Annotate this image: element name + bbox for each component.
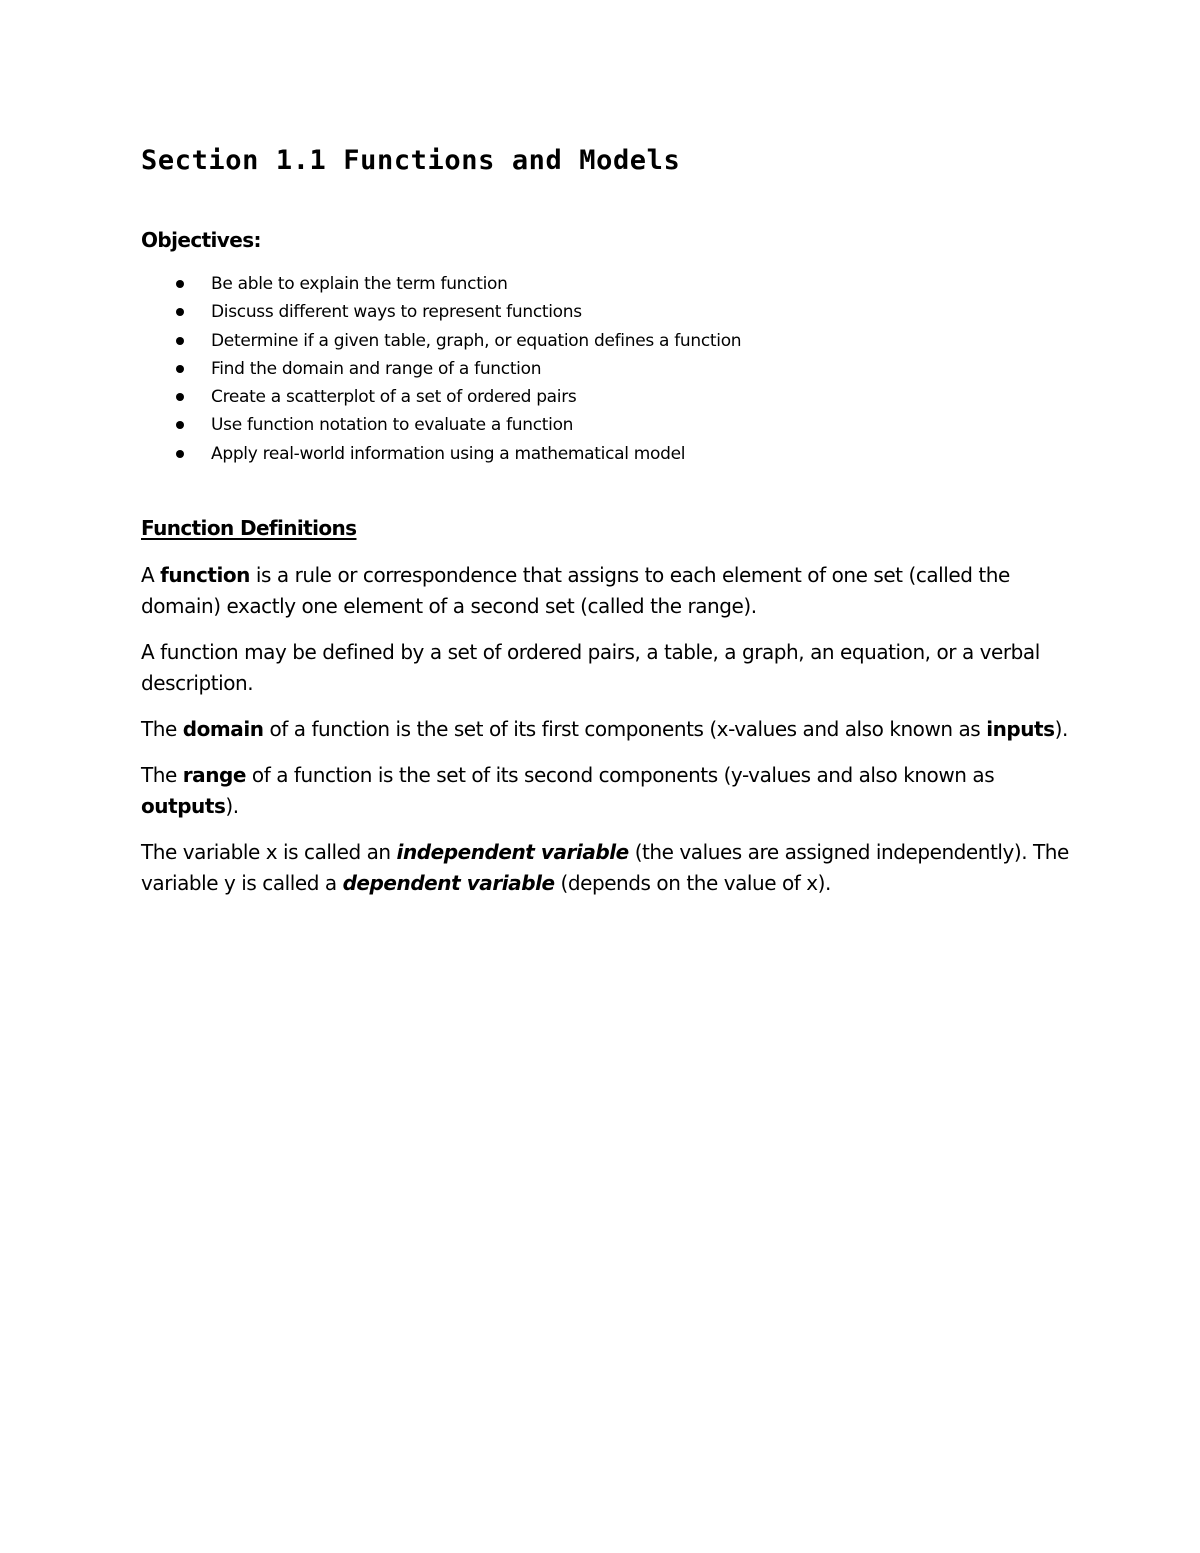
bullet-icon [176,337,184,345]
list-item-text: Discuss different ways to represent functions [211,302,582,323]
text-run: A [141,563,161,587]
bullet-icon [176,280,184,288]
bullet-icon [176,450,184,458]
list-item-text: Determine if a given table, graph, or equation defines a function [211,330,742,351]
objectives-list [141,270,1041,468]
list-item [141,298,1041,326]
text-run: The variable x is called an [141,840,397,864]
text-run: ). [1054,717,1068,741]
list-item-text: Be able to explain the term function [211,274,508,294]
term-dependent-variable: dependent variable [342,871,555,895]
list-item-text: Apply real-world information using a mathematical model [211,443,686,464]
term-domain: domain [182,717,264,741]
text-run: of a function is the set of its second components (y-values and also known as [246,763,995,787]
list-item [141,440,1041,468]
function-definitions-heading: Function Definitions [141,516,357,540]
text-run: is a rule or correspondence that assigns to each element of one set (called the domain) exactly one element of a second set (called the range). [141,563,1010,618]
list-item [141,411,1041,439]
definitions-body [141,560,1071,914]
representation-paragraph: A function may be defined by a set of ordered pairs, a table, a graph, an equation, or a verbal description. [141,640,1040,695]
list-item-text: Use function notation to evaluate a function [211,415,574,436]
text-run: (depends on the value of x). [554,871,831,895]
bullet-icon [176,308,184,316]
bullet-icon [176,393,184,401]
term-range: range [182,763,246,787]
variables-paragraph [141,837,1071,899]
text-run: ). [225,794,239,818]
page-title: Section 1.1 Functions and Models [141,145,681,176]
objectives-heading: Objectives: [141,228,261,252]
text-run: of a function is the set of its first components (x-values and also known as [263,717,987,741]
list-item [141,270,1041,298]
term-inputs: inputs [986,717,1055,741]
list-item [141,355,1041,383]
domain-paragraph [141,714,1071,745]
term-outputs: outputs [141,794,226,818]
term-independent-variable: independent variable [396,840,629,864]
function-definition-paragraph [141,560,1071,622]
list-item [141,327,1041,355]
term-function: function [160,563,250,587]
text-run: The [141,763,183,787]
text-run: The [141,717,183,741]
text-run: (the values are assigned independently). The variable y is called a [141,840,1069,895]
bullet-icon [176,365,184,373]
list-item [141,383,1041,411]
list-item-text: Find the domain and range of a function [211,358,542,379]
list-item-text: Create a scatterplot of a set of ordered pairs [211,387,577,408]
range-paragraph [141,760,1071,822]
bullet-icon [176,421,184,429]
